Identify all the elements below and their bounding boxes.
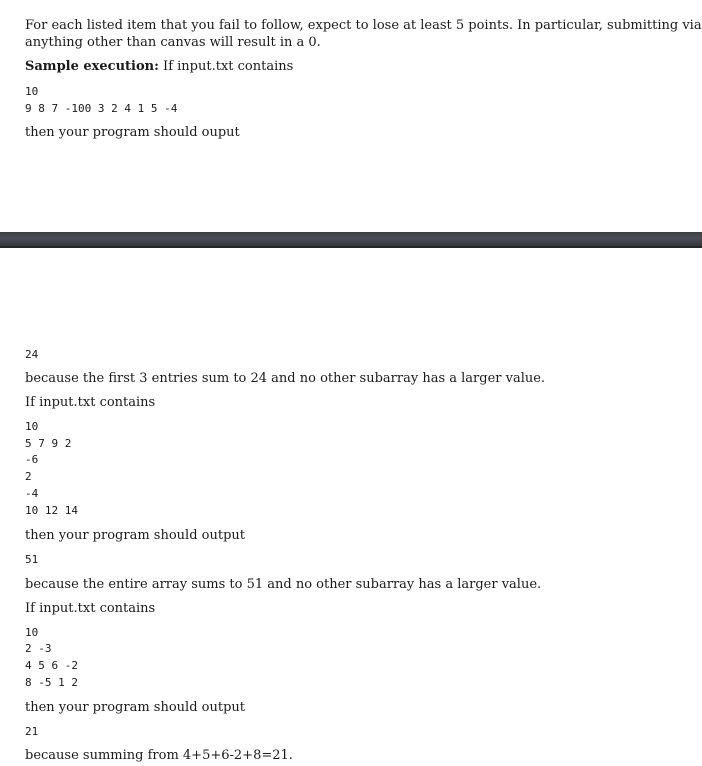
example2-input-line-5: -4 (25, 487, 39, 500)
example1-output: 24 (25, 348, 39, 361)
example2-then-text: then your program should output (25, 528, 245, 543)
example3-input-line-1: 10 (25, 626, 39, 639)
document-page-bottom (0, 248, 702, 766)
example2-if-text: If input.txt contains (25, 395, 156, 410)
intro-line-2: anything other than canvas will result in a 0. (25, 35, 321, 50)
example1-input-line-1: 10 (25, 85, 39, 98)
example2-input-line-3: -6 (25, 453, 39, 466)
example1-then-text: then your program should ouput (25, 125, 240, 140)
example3-if-text: If input.txt contains (25, 601, 156, 616)
example2-because: because the entire array sums to 51 and no other subarray has a larger value. (25, 577, 542, 592)
sample-execution-heading: Sample execution: (25, 59, 159, 74)
example2-output: 51 (25, 553, 39, 566)
sample-execution-lead: If input.txt contains (158, 59, 294, 74)
example3-then-text: then your program should output (25, 700, 245, 715)
intro-line-1: For each listed item that you fail to follow, expect to lose at least 5 points. In particular, submitting via (25, 18, 702, 33)
example2-input-line-2: 5 7 9 2 (25, 437, 72, 450)
example2-input-line-6: 10 12 14 (25, 504, 78, 517)
example2-input-line-4: 2 (25, 470, 32, 483)
example3-because: because summing from 4+5+6-2+8=21. (25, 748, 293, 763)
example1-because: because the first 3 entries sum to 24 and no other subarray has a larger value. (25, 371, 546, 386)
example2-input-line-1: 10 (25, 420, 39, 433)
example3-input-line-3: 4 5 6 -2 (25, 659, 78, 672)
example1-input-line-2: 9 8 7 -100 3 2 4 1 5 -4 (25, 102, 178, 115)
document-page-top (0, 0, 702, 232)
sample-execution-paragraph (25, 58, 293, 75)
example3-input-line-2: 2 -3 (25, 642, 52, 655)
example3-input-line-4: 8 -5 1 2 (25, 676, 78, 689)
page-break-divider (0, 232, 702, 248)
example3-output: 21 (25, 725, 39, 738)
